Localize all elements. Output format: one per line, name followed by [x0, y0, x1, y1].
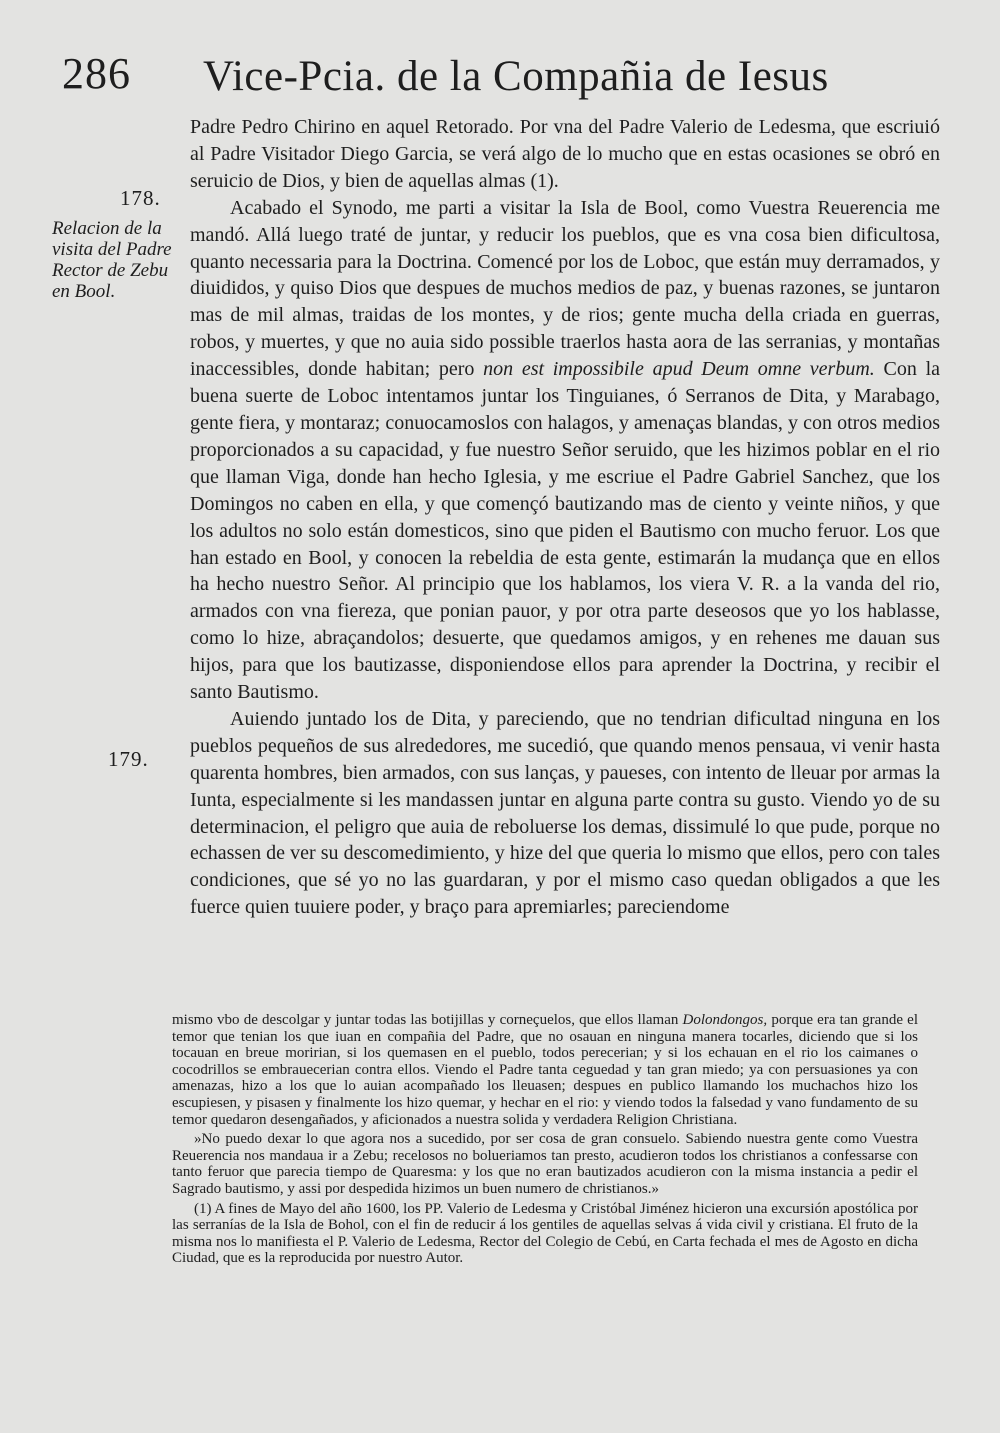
running-head: Vice-Pcia. de la Compañia de Iesus	[203, 53, 829, 100]
marginal-note	[52, 218, 187, 302]
footnote-paragraph: »No puedo dexar lo que agora nos a sucedido, por ser cosa de gran consuelo. Sabiendo nuestra gente como Vuestra Reuerencia nos mandaua ir a Zebu; recelosos no bolueriamos tan presto, acudieron todos los christianos a confessarse con tanto feruor que parecia tiempo de Quaresma: y los que no eran bautizados acudieron con la misma instancia a pedir el Sagrado bautismo, y assi por despedida hizimos un buen numero de christianos.»	[172, 1131, 918, 1197]
footnote-paragraph: (1) A fines de Mayo del año 1600, los PP. Valerio de Ledesma y Cristóbal Jiménez hicieron una excursión apostólica por las serranías de la Isla de Bohol, con el fin de reducir á los gentiles de aquellas selvas á vida civil y cristiana. El fruto de la misma nos lo manifiesta el P. Valerio de Ledesma, Rector del Colegio de Cebú, en Carta fechada el mes de Agosto en dicha Ciudad, que es la reproducida por nuestro Autor.	[172, 1200, 918, 1267]
page-number: 286	[62, 49, 131, 98]
body-paragraph: Auiendo juntado los de Dita, y pareciendo, que no tendrian dificultad ninguna en los pueblos pequeños de sus alrededores, me sucedió, que quando menos pensaua, vi venir hasta quarenta hombres, bien armados, con sus lanças, y paueses, con intento de lleuar por armas la Iunta, especialmente si les mandassen juntar en alguna parte contra su gusto. Viendo yo de su determinacion, el peligro que auia de reboluerse los demas, dissimulé lo que pude, porque no echassen de ver su descomedimiento, y hize del que queria lo mismo que ellos, pero con tales condiciones, que sé yo no las guardaran, y por el mismo caso quedan obligados a que les fuerce quien tuuiere poder, y braço para apremiarles; pareciendome	[190, 707, 940, 919]
latin-quotation: non est impossibile apud Deum omne verbum.	[483, 358, 875, 381]
body-text: Acabado el Synodo, me parti a visitar la Isla de Bool, como Vuestra Reuerencia me mandó. Allá luego traté de juntar, y reducir los pueblos, que es vna cosa bien dificultosa, quanto necessaria para la Doctrina. Comencé por los de Loboc, que están muy derramados, y diuididos, y quiso Dios que despues de muchos medios de paz, y buenas razones, se juntaron mas de mil almas, traidas de los montes, y de rios; gente mucha della criada en guerras, robos, y muertes, y que no auia sido possible traerlos hasta aora de las serranias, y montañas inaccessibles, donde habitan; pero	[190, 196, 940, 381]
marginal-paragraph-number-179: 179.	[108, 747, 149, 771]
marginal-note-line: Rector de Zebu	[52, 260, 169, 281]
footnote-paragraph	[172, 1012, 918, 1128]
marginal-note-line: visita del Padre	[52, 239, 172, 260]
footnote-text: mismo vbo de descolgar y juntar todas las botijillas y corneçuelos, que ellos llaman	[172, 1012, 683, 1028]
marginal-paragraph-number-178: 178.	[120, 186, 161, 210]
marginal-note-line: Relacion de la	[52, 218, 162, 239]
main-text	[190, 114, 940, 921]
body-paragraph	[190, 195, 940, 706]
footnote-term: Dolondongos,	[682, 1012, 768, 1028]
marginal-note-line: en Bool.	[52, 281, 116, 302]
body-paragraph: Padre Pedro Chirino en aquel Retorado. Por vna del Padre Valerio de Ledesma, que escriuió al Padre Visitador Diego Garcia, se verá algo de lo mucho que en estas ocasiones se obró en seruicio de Dios, y bien de aquellas almas (1).	[190, 116, 940, 192]
footnotes	[172, 1012, 918, 1267]
footnote-text: porque era tan grande el temor que tenian los que iuan en compañia del Padre, que no osauan en ninguna manera tocarles, diciendo que si los tocauan en breue moririan, si los quemasen en el pueblo, todos perecerian; y si los echauan en el rio los caimanes o cocodrillos se embrauecerian contra ellos. Viendo el Padre tanta ceguedad y tan gran miedo; ya con persuasiones ya con amenazas, hizo a los que lo auian acompañado los lleuasen; despues en publico llamando los muchachos hizo los escupiesen, y pisasen y finalmente los hizo quemar, y hechar en el rio: y viendo todos la falsedad y vano fundamento de su temor quedaron desengañados, y aficionados a nuestra solida y verdadera Religion Christiana.	[172, 1012, 918, 1128]
body-text: Con la buena suerte de Loboc intentamos juntar los Tinguianes, ó Serranos de Dita, y Marabago, gente fiera, y montaraz; conuocamoslos con halagos, y amenaças blandas, y con otros medios proporcionados a su capacidad, y fue nuestro Señor seruido, que les hizimos poblar en el rio que llaman Viga, donde han hecho Iglesia, y me escriue el Padre Gabriel Sanchez, que los Domingos no caben en ella, y que començó bautizando mas de ciento y veinte niños, y que los adultos no solo están domesticos, sino que piden el Bautismo con mucho feruor. Los que han estado en Bool, y conocen la rebeldia de esta gente, estimarán la mudança que en ellos ha hecho nuestro Señor. Al principio que los hablamos, los viera V. R. a la vanda del rio, armados con vna fiereza, que ponian pauor, y por otra parte deseosos que yo los hablasse, como lo hize, abraçandolos; desuerte, que quedamos amigos, y en rehenes me dauan sus hijos, para que los bautizasse, disponiendose ellos para aprender la Doctrina, y recibir el santo Bautismo.	[190, 358, 940, 704]
